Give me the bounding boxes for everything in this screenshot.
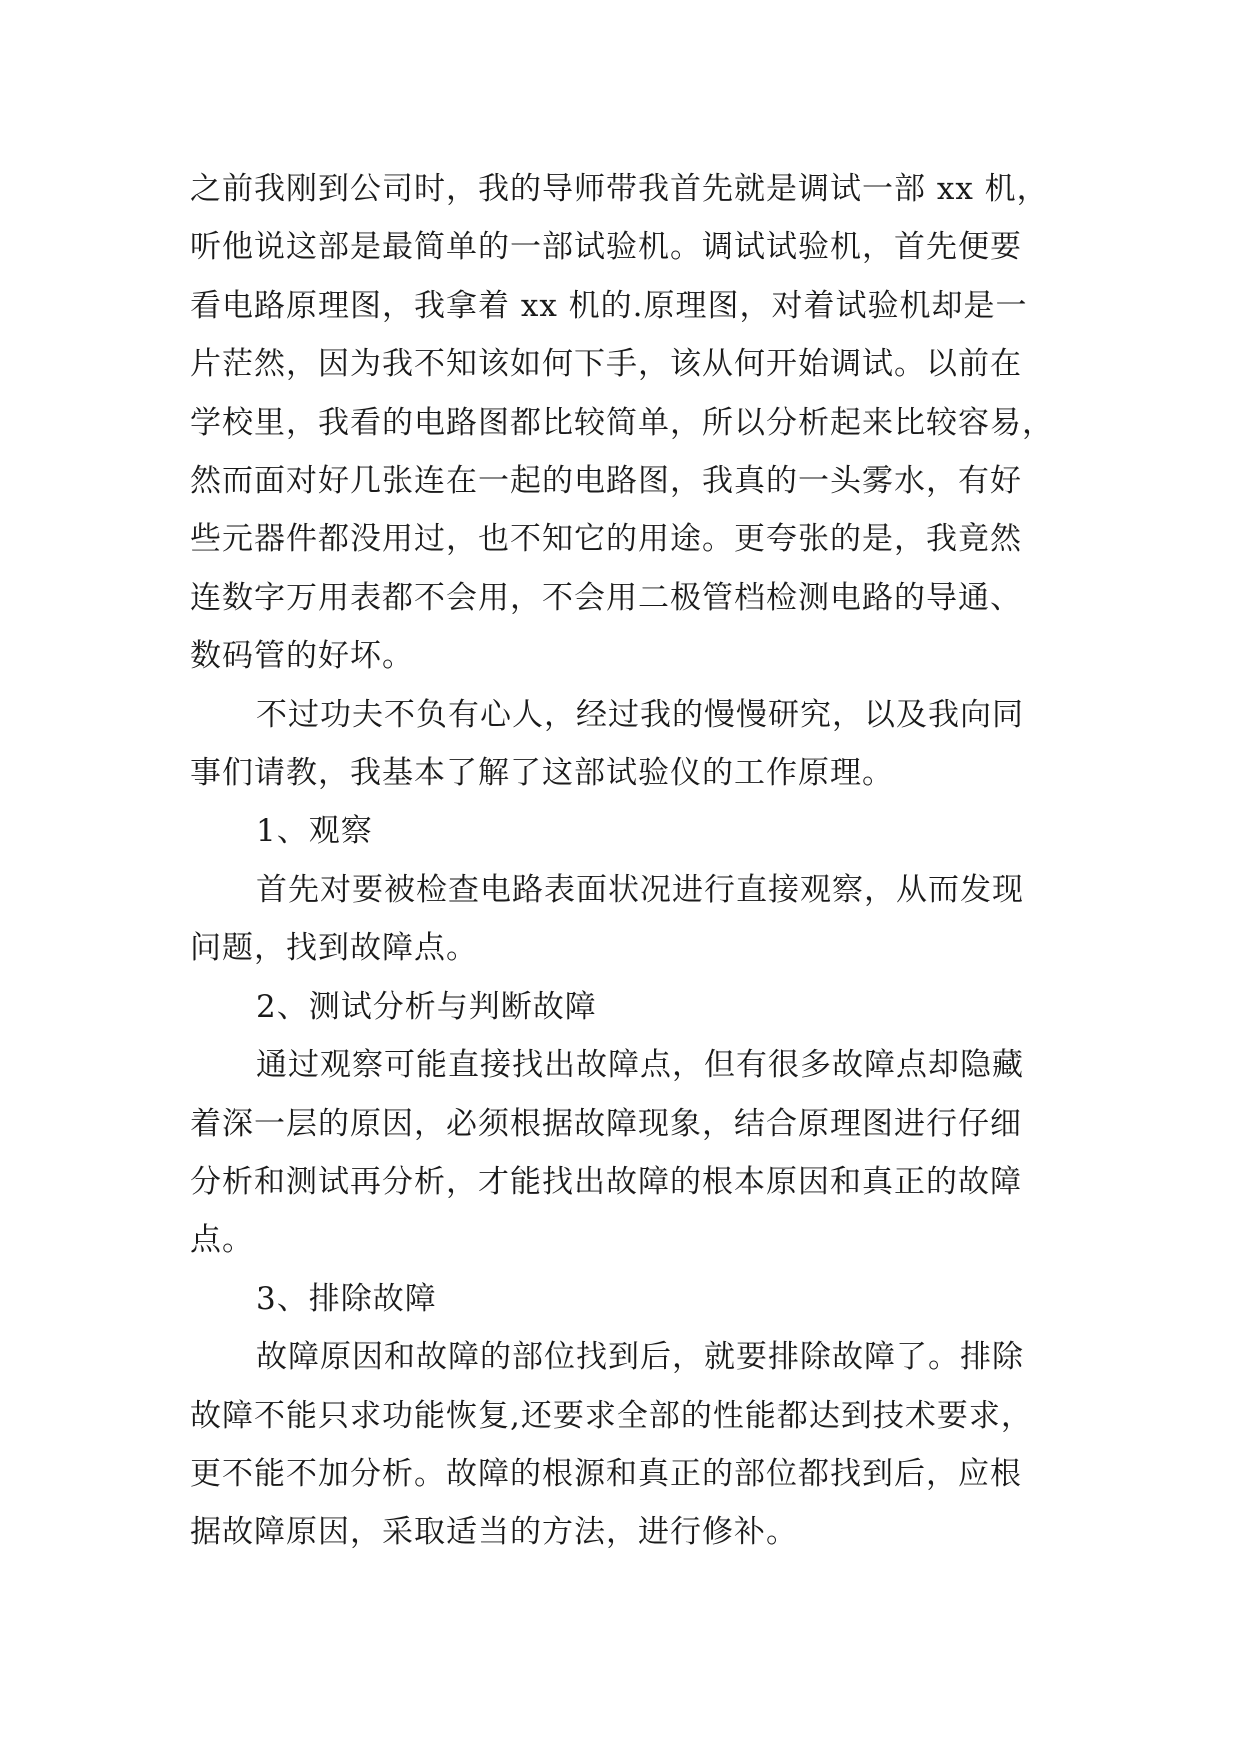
text-line: 点。 <box>190 1222 254 1259</box>
document-body <box>190 160 1070 1562</box>
text-line: 事们请教，我基本了解了这部试验仪的工作原理。 <box>190 755 894 792</box>
section-heading: 3、排除故障 <box>256 1280 437 1317</box>
text-line: 学校里，我看的电路图都比较简单，所以分析起来比较容易， <box>190 404 1054 441</box>
text-line: 通过观察可能直接找出故障点，但有很多故障点却隐藏 <box>256 1047 1024 1084</box>
text-line: 着深一层的原因，必须根据故障现象，结合原理图进行仔细 <box>190 1105 1022 1142</box>
text-line: 故障原因和故障的部位找到后，就要排除故障了。排除 <box>256 1339 1024 1376</box>
text-line: 据故障原因，采取适当的方法，进行修补。 <box>190 1514 798 1551</box>
section-heading: 1、观察 <box>256 813 373 850</box>
text-line: 连数字万用表都不会用，不会用二极管档检测电路的导通、 <box>190 579 1022 616</box>
text-line: 故障不能只求功能恢复,还要求全部的性能都达到技术要求， <box>190 1397 1033 1434</box>
text-line: 之前我刚到公司时，我的导师带我首先就是调试一部 xx 机， <box>190 171 1049 207</box>
text-line: 些元器件都没用过，也不知它的用途。更夸张的是，我竟然 <box>190 521 1022 558</box>
text-line: 更不能不加分析。故障的根源和真正的部位都找到后，应根 <box>190 1455 1022 1492</box>
text-line: 不过功夫不负有心人，经过我的慢慢研究，以及我向同 <box>256 696 1024 733</box>
text-line: 听他说这部是最简单的一部试验机。调试试验机，首先便要 <box>190 229 1022 266</box>
section-heading: 2、测试分析与判断故障 <box>256 988 597 1025</box>
text-line: 片茫然，因为我不知该如何下手，该从何开始调试。以前在 <box>190 346 1022 383</box>
text-line: 看电路原理图，我拿着 xx 机的.原理图，对着试验机却是一 <box>190 287 1028 324</box>
text-line: 然而面对好几张连在一起的电路图，我真的一头雾水，有好 <box>190 463 1022 500</box>
text-line: 数码管的好坏。 <box>190 638 414 675</box>
text-line: 问题，找到故障点。 <box>190 930 478 967</box>
text-line: 分析和测试再分析，才能找出故障的根本原因和真正的故障 <box>190 1163 1022 1200</box>
text-line: 首先对要被检查电路表面状况进行直接观察，从而发现 <box>256 871 1024 908</box>
